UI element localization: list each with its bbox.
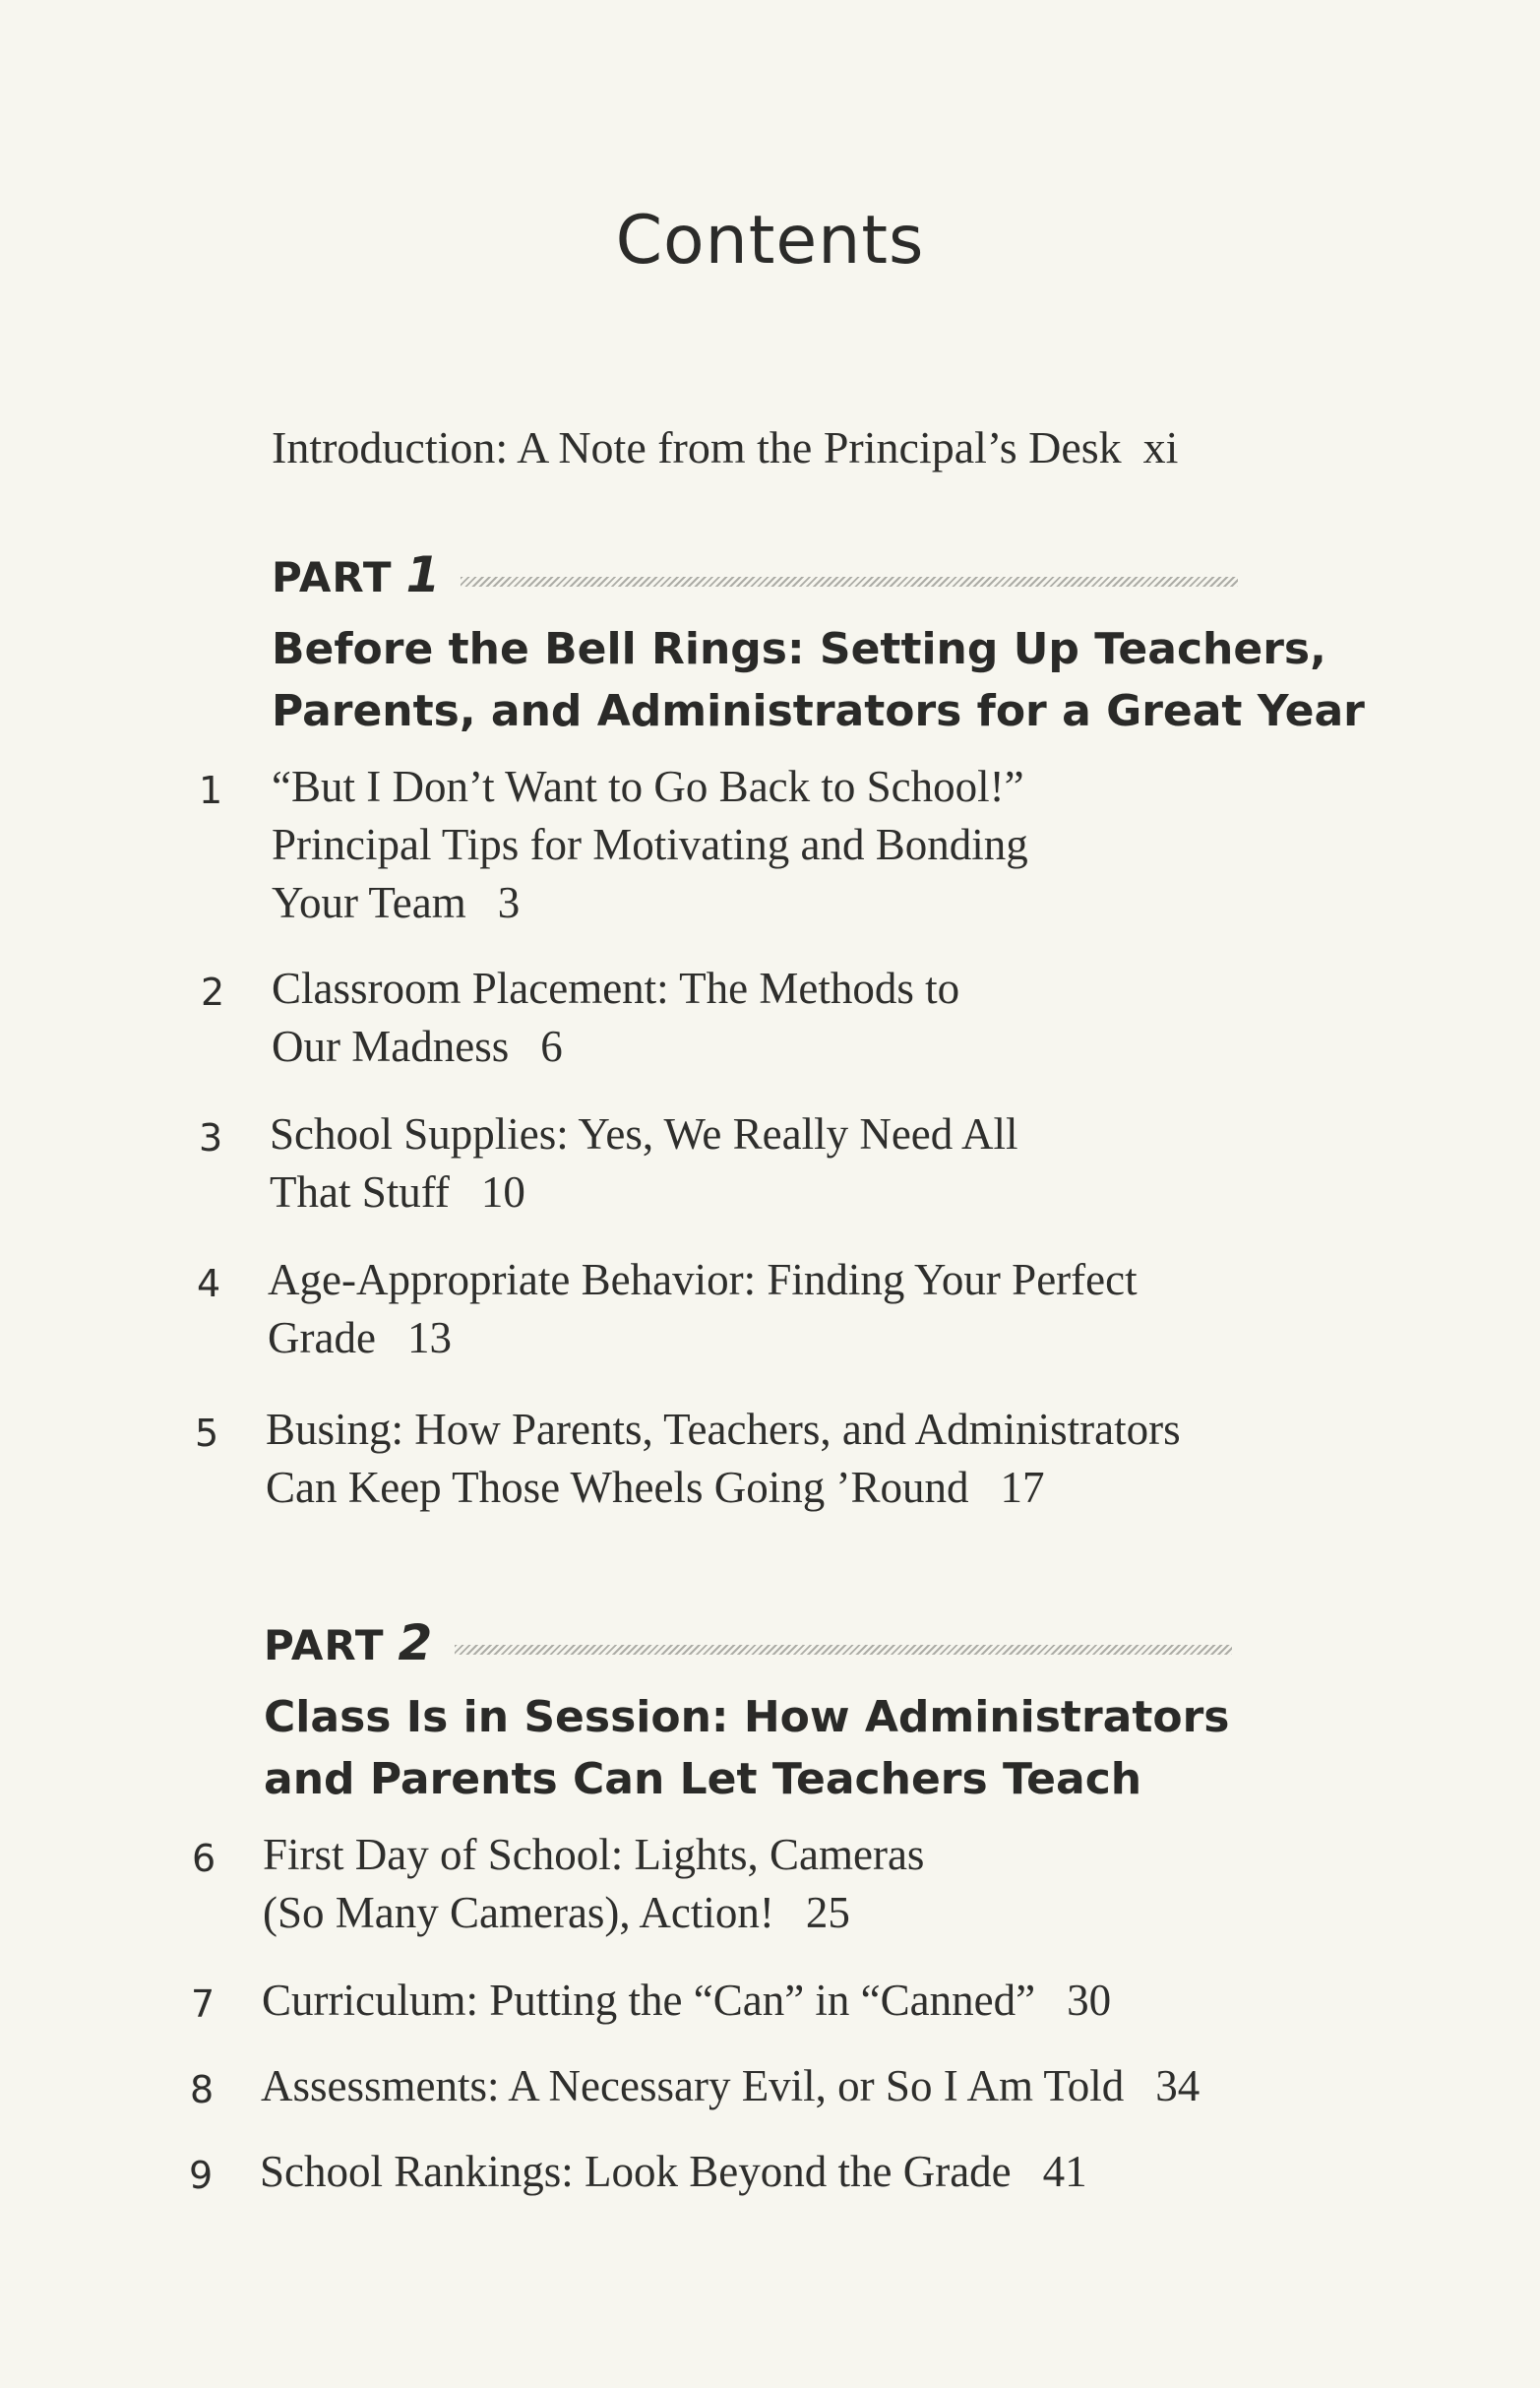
toc-entry-chapter-1[interactable] xyxy=(199,758,1028,932)
entry-page-number: 6 xyxy=(540,1022,563,1071)
part-title-line: and Parents Can Let Teachers Teach xyxy=(264,1754,1142,1804)
entry-page-number: 13 xyxy=(406,1313,452,1362)
part-divider xyxy=(461,577,1238,587)
part-number: 1 xyxy=(405,546,442,603)
toc-entry-chapter-8[interactable] xyxy=(190,2057,1201,2115)
entry-page-number: 25 xyxy=(805,1888,850,1937)
entry-title-line: Grade xyxy=(268,1313,376,1362)
toc-entry-introduction[interactable] xyxy=(272,421,1178,473)
toc-entry-chapter-4[interactable] xyxy=(197,1251,1138,1367)
entry-page-number: 3 xyxy=(497,878,521,927)
entry-page-number: 10 xyxy=(480,1167,525,1217)
entry-page-number: 34 xyxy=(1155,2061,1201,2110)
entry-title-line: Principal Tips for Motivating and Bonding xyxy=(272,820,1028,869)
entry-page-number: xi xyxy=(1142,422,1179,472)
chapter-number: 3 xyxy=(199,1116,223,1160)
page-title: Contents xyxy=(615,202,925,280)
chapter-number: 8 xyxy=(190,2068,215,2111)
toc-entry-chapter-6[interactable] xyxy=(192,1826,925,1942)
entry-title-line: Classroom Placement: The Methods to xyxy=(272,964,960,1013)
entry-title-line: Curriculum: Putting the “Can” in “Canned” xyxy=(262,1976,1036,2025)
part-title-line: Class Is in Session: How Administrators xyxy=(264,1692,1230,1742)
part-title-line: Parents, and Administrators for a Great Year xyxy=(272,686,1365,736)
entry-title-line: (So Many Cameras), Action! xyxy=(263,1888,774,1937)
part-label xyxy=(272,546,441,603)
toc-entry-chapter-3[interactable] xyxy=(199,1105,1018,1222)
entry-title-line: School Supplies: Yes, We Really Need All xyxy=(270,1109,1018,1159)
entry-title-line: Your Team xyxy=(272,878,466,927)
part-word: PART xyxy=(264,1621,385,1669)
part-label xyxy=(264,1614,433,1671)
entry-title: Introduction: A Note from the Principal’s Desk xyxy=(272,422,1122,472)
part-number: 2 xyxy=(398,1614,434,1671)
entry-title-line: Age-Appropriate Behavior: Finding Your Perfect xyxy=(268,1255,1138,1304)
part-title-line: Before the Bell Rings: Setting Up Teachers, xyxy=(272,624,1326,674)
chapter-number: 6 xyxy=(192,1837,216,1880)
entry-title-line: First Day of School: Lights, Cameras xyxy=(263,1830,925,1879)
toc-entry-chapter-9[interactable] xyxy=(189,2143,1087,2201)
toc-entry-chapter-5[interactable] xyxy=(195,1401,1181,1517)
chapter-number: 7 xyxy=(191,1982,216,2026)
chapter-number: 1 xyxy=(199,769,223,812)
chapter-number: 4 xyxy=(197,1262,221,1305)
toc-entry-chapter-2[interactable] xyxy=(201,960,960,1076)
part-title xyxy=(264,1686,1230,1810)
toc-entry-chapter-7[interactable] xyxy=(191,1972,1112,2030)
entry-page-number: 41 xyxy=(1042,2147,1087,2196)
chapter-number: 2 xyxy=(201,971,225,1014)
entry-title-line: Can Keep Those Wheels Going ’Round xyxy=(266,1463,969,1512)
part-divider xyxy=(455,1645,1232,1655)
entry-page-number: 30 xyxy=(1067,1976,1112,2025)
entry-title-line: “But I Don’t Want to Go Back to School!” xyxy=(272,762,1024,811)
entry-title-line: Assessments: A Necessary Evil, or So I Am Told xyxy=(261,2061,1125,2110)
part-title xyxy=(272,618,1365,742)
part-word: PART xyxy=(272,553,393,601)
entry-title-line: Busing: How Parents, Teachers, and Administrators xyxy=(266,1405,1181,1454)
entry-title-line: That Stuff xyxy=(270,1167,450,1217)
entry-page-number: 17 xyxy=(1000,1463,1045,1512)
entry-title-line: School Rankings: Look Beyond the Grade xyxy=(260,2147,1012,2196)
chapter-number: 5 xyxy=(195,1412,219,1455)
chapter-number: 9 xyxy=(189,2154,214,2197)
entry-title-line: Our Madness xyxy=(272,1022,510,1071)
